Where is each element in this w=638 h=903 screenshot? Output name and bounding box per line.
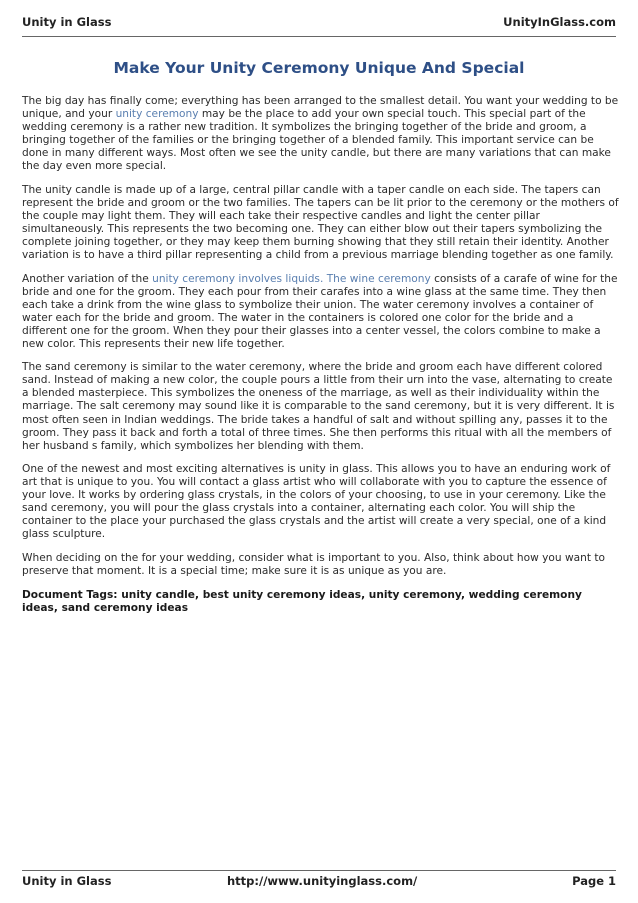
header-site-name: Unity in Glass [22,15,112,29]
paragraph-2: The unity candle is made up of a large, central pillar candle with a taper candle on each side. The tapers can represent the bride and groom or the two families. The tapers can be lit prior to the ceremony or the mothers of the couple may light them. They will each take their respective candles and light the center pillar simultaneously. This represents the two becoming one. They can either blow out their tapers symbolizing the complete joining together, or they may keep them burning showing that they still retain their identity. Another variation is to have a third pillar representing a child from a previous marriage blending together as one family. [22,183,619,262]
header-divider [22,36,616,37]
paragraph-3: Another variation of the unity ceremony involves liquids. The wine ceremony consists of a carafe of wine for the bride and one for the groom. They each pour from their carafes into a wine glass at the same time. They then each take a drink from the wine glass to symbolize their union. The water ceremony involves a container of water each for the bride and groom. The water in the containers is colored one color for the bride and a different one for the groom. When they pour their glasses into a center vessel, the colors combine to make a new color. This represents their new life together. [22,272,618,350]
article-body [22,95,619,625]
paragraph-4: The sand ceremony is similar to the water ceremony, where the bride and groom each have different colored sand. Instead of making a new color, the couple pours a little from their urn into the vase, alternating to create a blended masterpiece. This symbolizes the oneness of the marriage, as well as their individuality within the marriage. The salt ceremony may sound like it is comparable to the sand ceremony, but it is very different. It is most often seen in Indian weddings. The bride takes a handful of salt and without spilling any, passes it to the groom. They pass it back and forth a total of three times. She then performs this ritual with all the members of her husband s family, which symbolizes her blending with them. [22,361,615,452]
footer-divider [22,870,616,871]
unity-ceremony-link[interactable]: unity ceremony [115,108,199,121]
page-footer [22,874,616,890]
header-domain: UnityInGlass.com [503,15,616,29]
paragraph-5: One of the newest and most exciting alternatives is unity in glass. This allows you to have an enduring work of art that is unique to you. You will contact a glass artist who will collaborate with you to capture the essence of your love. It works by ordering glass crystals, in the colors of your choosing, to use in your ceremony. Like the sand ceremony, you will pour the glass crystals into a container, alternating each color. You will ship the container to the place your purchased the glass crystals and the artist will create a very special, one of a kind glass sculpture. [22,463,611,541]
document-tags: Document Tags: unity candle, best unity ceremony ideas, unity ceremony, wedding ceremony ideas, sand ceremony ideas [22,588,582,614]
footer-url: http://www.unityinglass.com/ [227,874,418,888]
page-header [22,15,616,31]
unity-ceremony-liquids-link[interactable]: unity ceremony involves liquids. [152,272,324,285]
paragraph-1: The big day has finally come; everything has been arranged to the smallest detail. You want your wedding to be unique, and your unity ceremony may be the place to add your own special touch. This special part of the wedding ceremony is a rather new tradition. It symbolizes the bringing together of the bride and groom, a bringing together of the families or the bringing together of a blended family. This important service can be done in many different ways. Most often we see the unity candle, but there are many variations that can make the day even more special. [22,95,619,173]
paragraph-6: When deciding on the for your wedding, consider what is important to you. Also, think about how you want to preserve that moment. It is a special time; make sure it is as unique as you are. [22,551,606,577]
wine-ceremony-link[interactable]: The wine ceremony [326,272,431,285]
article-title: Make Your Unity Ceremony Unique And Special [113,59,525,77]
page-number: Page 1 [572,874,616,888]
footer-site-name: Unity in Glass [22,874,112,888]
